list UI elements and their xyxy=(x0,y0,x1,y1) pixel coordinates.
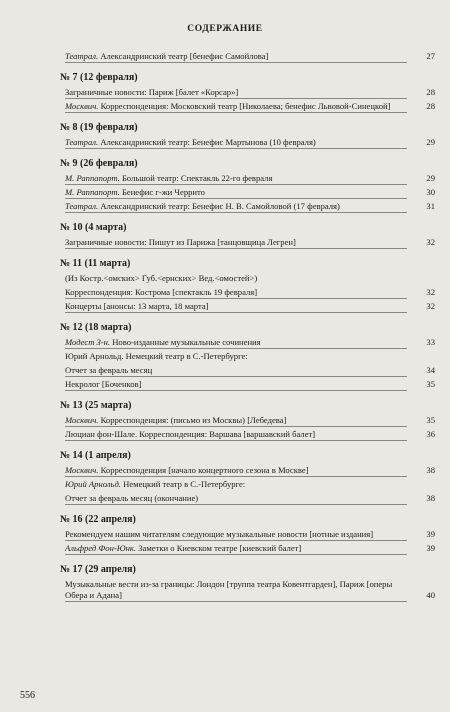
issue-heading: № 17 (29 апреля) xyxy=(60,564,136,575)
entry-title: Большой театр: Спектакль 22-го февраля xyxy=(119,173,273,183)
issue-heading: № 14 (1 апреля) xyxy=(60,450,131,461)
toc-entry xyxy=(65,479,435,490)
toc-section xyxy=(60,71,435,112)
entry-page-number: 33 xyxy=(426,337,435,347)
entry-page-number: 32 xyxy=(426,301,435,311)
entry-page-number: 27 xyxy=(426,51,435,61)
entry-author: Юрий Арнольд. xyxy=(65,479,121,489)
issue-heading: № 16 (22 апреля) xyxy=(60,514,136,525)
entry-title: Александринский театр: Бенефис Мартынова (10 февраля) xyxy=(98,137,316,147)
toc-section xyxy=(60,221,435,248)
entry-page-number: 31 xyxy=(426,201,435,211)
entry-title: Корреспонденция [начало концертного сезона в Москве] xyxy=(98,465,309,475)
toc-entry xyxy=(65,101,435,112)
entry-page-number: 39 xyxy=(426,529,435,539)
entry-author: Москвич. xyxy=(65,465,99,475)
entry-author: М. Раппапорт. xyxy=(65,187,120,197)
entry-page-number: 36 xyxy=(426,429,435,439)
entry-title: Бенефис г-жи Черрито xyxy=(119,187,205,197)
issue-heading: № 11 (11 марта) xyxy=(60,258,131,269)
toc-entry xyxy=(65,337,435,348)
toc-entry xyxy=(65,201,435,212)
toc-entry xyxy=(65,365,435,376)
entry-page-number: 34 xyxy=(426,365,435,375)
toc-entry xyxy=(65,351,435,362)
toc-entry xyxy=(65,543,435,554)
toc-entry xyxy=(65,579,435,601)
entry-title: Некролог [Боченков] xyxy=(65,379,142,389)
toc-section xyxy=(60,51,435,62)
toc-section xyxy=(60,121,435,148)
issue-heading: № 12 (18 марта) xyxy=(60,322,132,333)
table-of-contents xyxy=(60,48,435,610)
toc-entry xyxy=(65,51,435,62)
entry-title: Корреспонденция: Московский театр [Николаева; бенефис Львовой-Синецкой] xyxy=(98,101,391,111)
entry-author: Альфред Фон-Юнк. xyxy=(65,543,137,553)
entry-title: Заграничные новости: Париж [балет «Корсар»] xyxy=(65,87,239,97)
issue-heading: № 7 (12 февраля) xyxy=(60,72,138,83)
toc-entry xyxy=(65,415,435,426)
toc-entry xyxy=(65,287,435,298)
entry-title: Люциан фон-Шале. Корреспонденция: Варшава [варшавский балет] xyxy=(65,429,316,439)
entry-title: Заграничные новости: Пишут из Парижа [танцовщица Легрен] xyxy=(65,237,296,247)
toc-entry xyxy=(65,429,435,440)
toc-section xyxy=(60,449,435,504)
toc-entry xyxy=(65,493,435,504)
entry-page-number: 35 xyxy=(426,379,435,389)
toc-entry xyxy=(65,379,435,390)
page-number: 556 xyxy=(20,690,35,701)
entry-title: Александринский театр [бенефис Самойлова] xyxy=(98,51,269,61)
toc-entry xyxy=(65,137,435,148)
entry-title: Немецкий театр в С.-Петербурге: xyxy=(120,479,246,489)
issue-heading: № 8 (19 февраля) xyxy=(60,122,138,133)
toc-entry xyxy=(65,465,435,476)
toc-entry xyxy=(65,173,435,184)
entry-title: Юрий Арнольд. Немецкий театр в С.-Петербурге: xyxy=(65,351,248,361)
entry-page-number: 32 xyxy=(426,287,435,297)
issue-heading: № 10 (4 марта) xyxy=(60,222,127,233)
toc-entry xyxy=(65,87,435,98)
toc-section xyxy=(60,321,435,390)
entry-title: Отчет за февраль месяц xyxy=(65,365,153,375)
toc-entry xyxy=(65,301,435,312)
entry-title: Корреспонденция: Кострома [спектакль 19 февраля] xyxy=(65,287,258,297)
entry-page-number: 29 xyxy=(426,173,435,183)
entry-author: Москвич. xyxy=(65,101,99,111)
entry-page-number: 38 xyxy=(426,493,435,503)
entry-author: Театрал. xyxy=(65,51,99,61)
entry-author: Театрал. xyxy=(65,137,99,147)
entry-title: Александринский театр: Бенефис Н. В. Самойловой (17 февраля) xyxy=(98,201,340,211)
toc-entry xyxy=(65,529,435,540)
entry-author: М. Раппапорт. xyxy=(65,173,120,183)
entry-title: Музыкальные вести из-за границы: Лондон [труппа театра Ковентгарден], Париж [оперы Обера и Адана] xyxy=(65,579,393,600)
entry-page-number: 39 xyxy=(426,543,435,553)
entry-title: Концерты [анонсы: 13 марта, 18 марта] xyxy=(65,301,209,311)
entry-page-number: 28 xyxy=(426,87,435,97)
page-header: СОДЕРЖАНИЕ xyxy=(187,24,263,34)
entry-page-number: 28 xyxy=(426,101,435,111)
entry-title: Ново-изданные музыкальные сочинения xyxy=(110,337,261,347)
entry-page-number: 30 xyxy=(426,187,435,197)
toc-section xyxy=(60,513,435,554)
entry-page-number: 29 xyxy=(426,137,435,147)
entry-title: Заметки о Киевском театре [киевский балет] xyxy=(136,543,302,553)
toc-entry xyxy=(65,273,435,284)
issue-heading: № 9 (26 февраля) xyxy=(60,158,138,169)
entry-title: Отчет за февраль месяц (окончание) xyxy=(65,493,199,503)
toc-section xyxy=(60,157,435,212)
issue-heading: № 13 (25 марта) xyxy=(60,400,132,411)
toc-section xyxy=(60,563,435,601)
entry-title: Корреспонденция: (письмо из Москвы) [Лебедева] xyxy=(98,415,287,425)
entry-title: (Из Костр.<омских> Губ.<ернских> Вед.<омостей>) xyxy=(65,273,258,283)
toc-entry xyxy=(65,237,435,248)
entry-page-number: 40 xyxy=(426,590,435,600)
entry-page-number: 32 xyxy=(426,237,435,247)
entry-author: Москвич. xyxy=(65,415,99,425)
entry-author: Театрал. xyxy=(65,201,99,211)
entry-author: Модест З-н. xyxy=(65,337,111,347)
toc-section xyxy=(60,257,435,312)
toc-entry xyxy=(65,187,435,198)
toc-section xyxy=(60,399,435,440)
entry-page-number: 35 xyxy=(426,415,435,425)
entry-title: Рекомендуем нашим читателям следующие музыкальные новости [нотные издания] xyxy=(65,529,374,539)
entry-page-number: 38 xyxy=(426,465,435,475)
